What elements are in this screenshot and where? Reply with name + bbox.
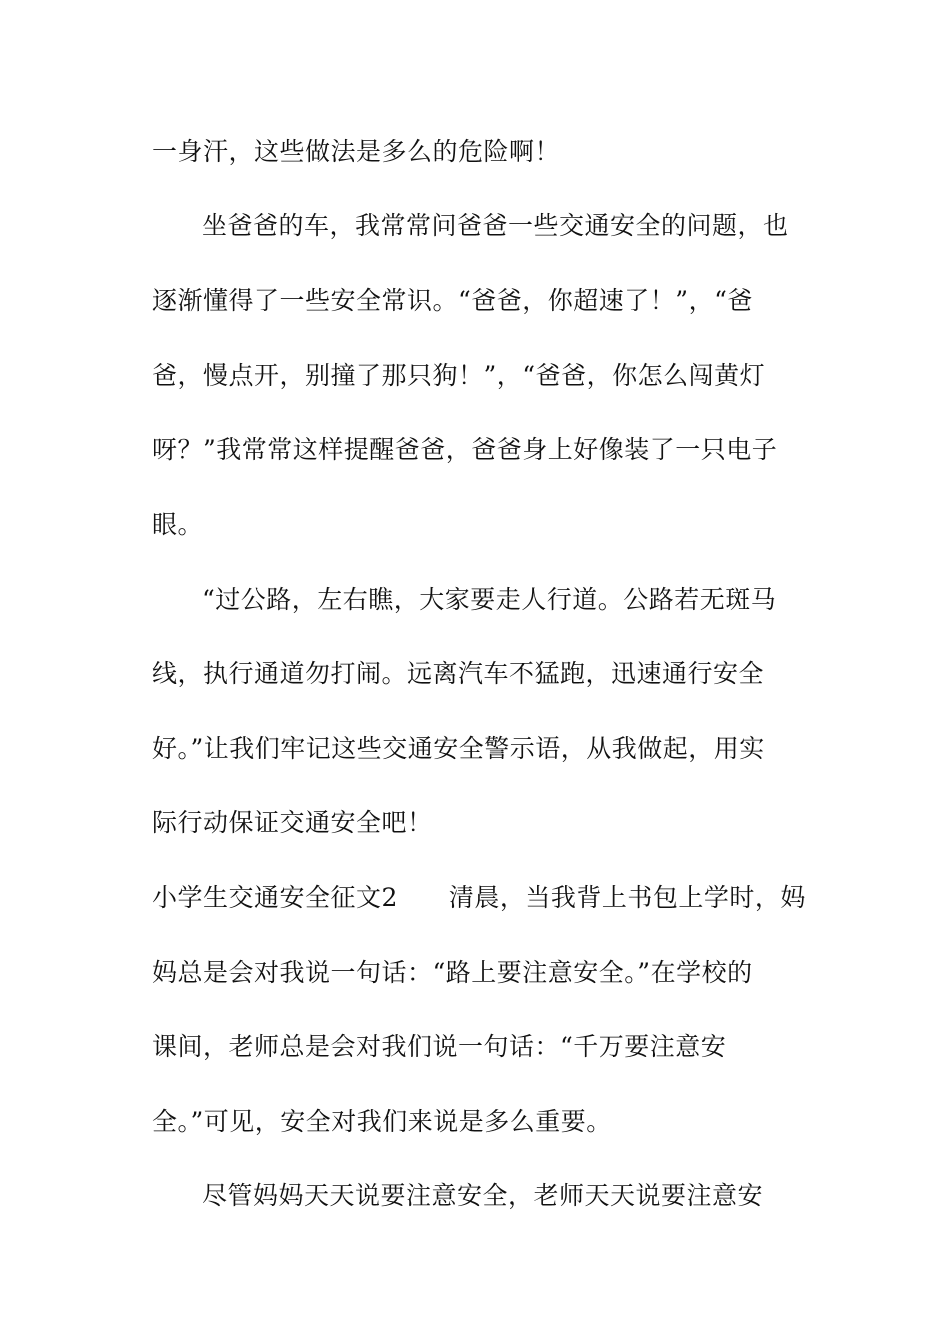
- paragraph-first-line: 尽管妈妈天天说要注意安全，老师天天说要注意安: [202, 1181, 764, 1210]
- text-line: 一身汗，这些做法是多么的危险啊！: [152, 137, 561, 166]
- text-line: 好。”让我们牢记这些交通安全警示语，从我做起，用实: [152, 734, 765, 763]
- text-line: 妈总是会对我说一句话：“路上要注意安全。”在学校的: [152, 958, 753, 987]
- text-line: 逐渐懂得了一些安全常识。“爸爸，你超速了！”，“爸: [152, 286, 753, 315]
- text-line: 线，执行通道勿打闹。远离汽车不猛跑，迅速通行安全: [152, 659, 765, 688]
- paragraph-first-line: “过公路，左右瞧，大家要走人行道。公路若无斑马: [202, 585, 777, 614]
- text-line: 爸，慢点开，别撞了那只狗！”，“爸爸，你怎么闯黄灯: [152, 361, 766, 390]
- text-line: 呀？”我常常这样提醒爸爸，爸爸身上好像装了一只电子: [152, 435, 778, 464]
- text-line: 全。”可见，安全对我们来说是多么重要。: [152, 1107, 612, 1136]
- text-line: 际行动保证交通安全吧！: [152, 808, 433, 837]
- text-line: 眼。: [152, 510, 204, 539]
- section-heading-line: 小学生交通安全征文2 清晨，当我背上书包上学时，妈: [152, 883, 806, 912]
- text-line: 课间，老师总是会对我们说一句话：“千万要注意安: [152, 1032, 727, 1061]
- paragraph-first-line: 坐爸爸的车，我常常问爸爸一些交通安全的问题，也: [202, 211, 789, 240]
